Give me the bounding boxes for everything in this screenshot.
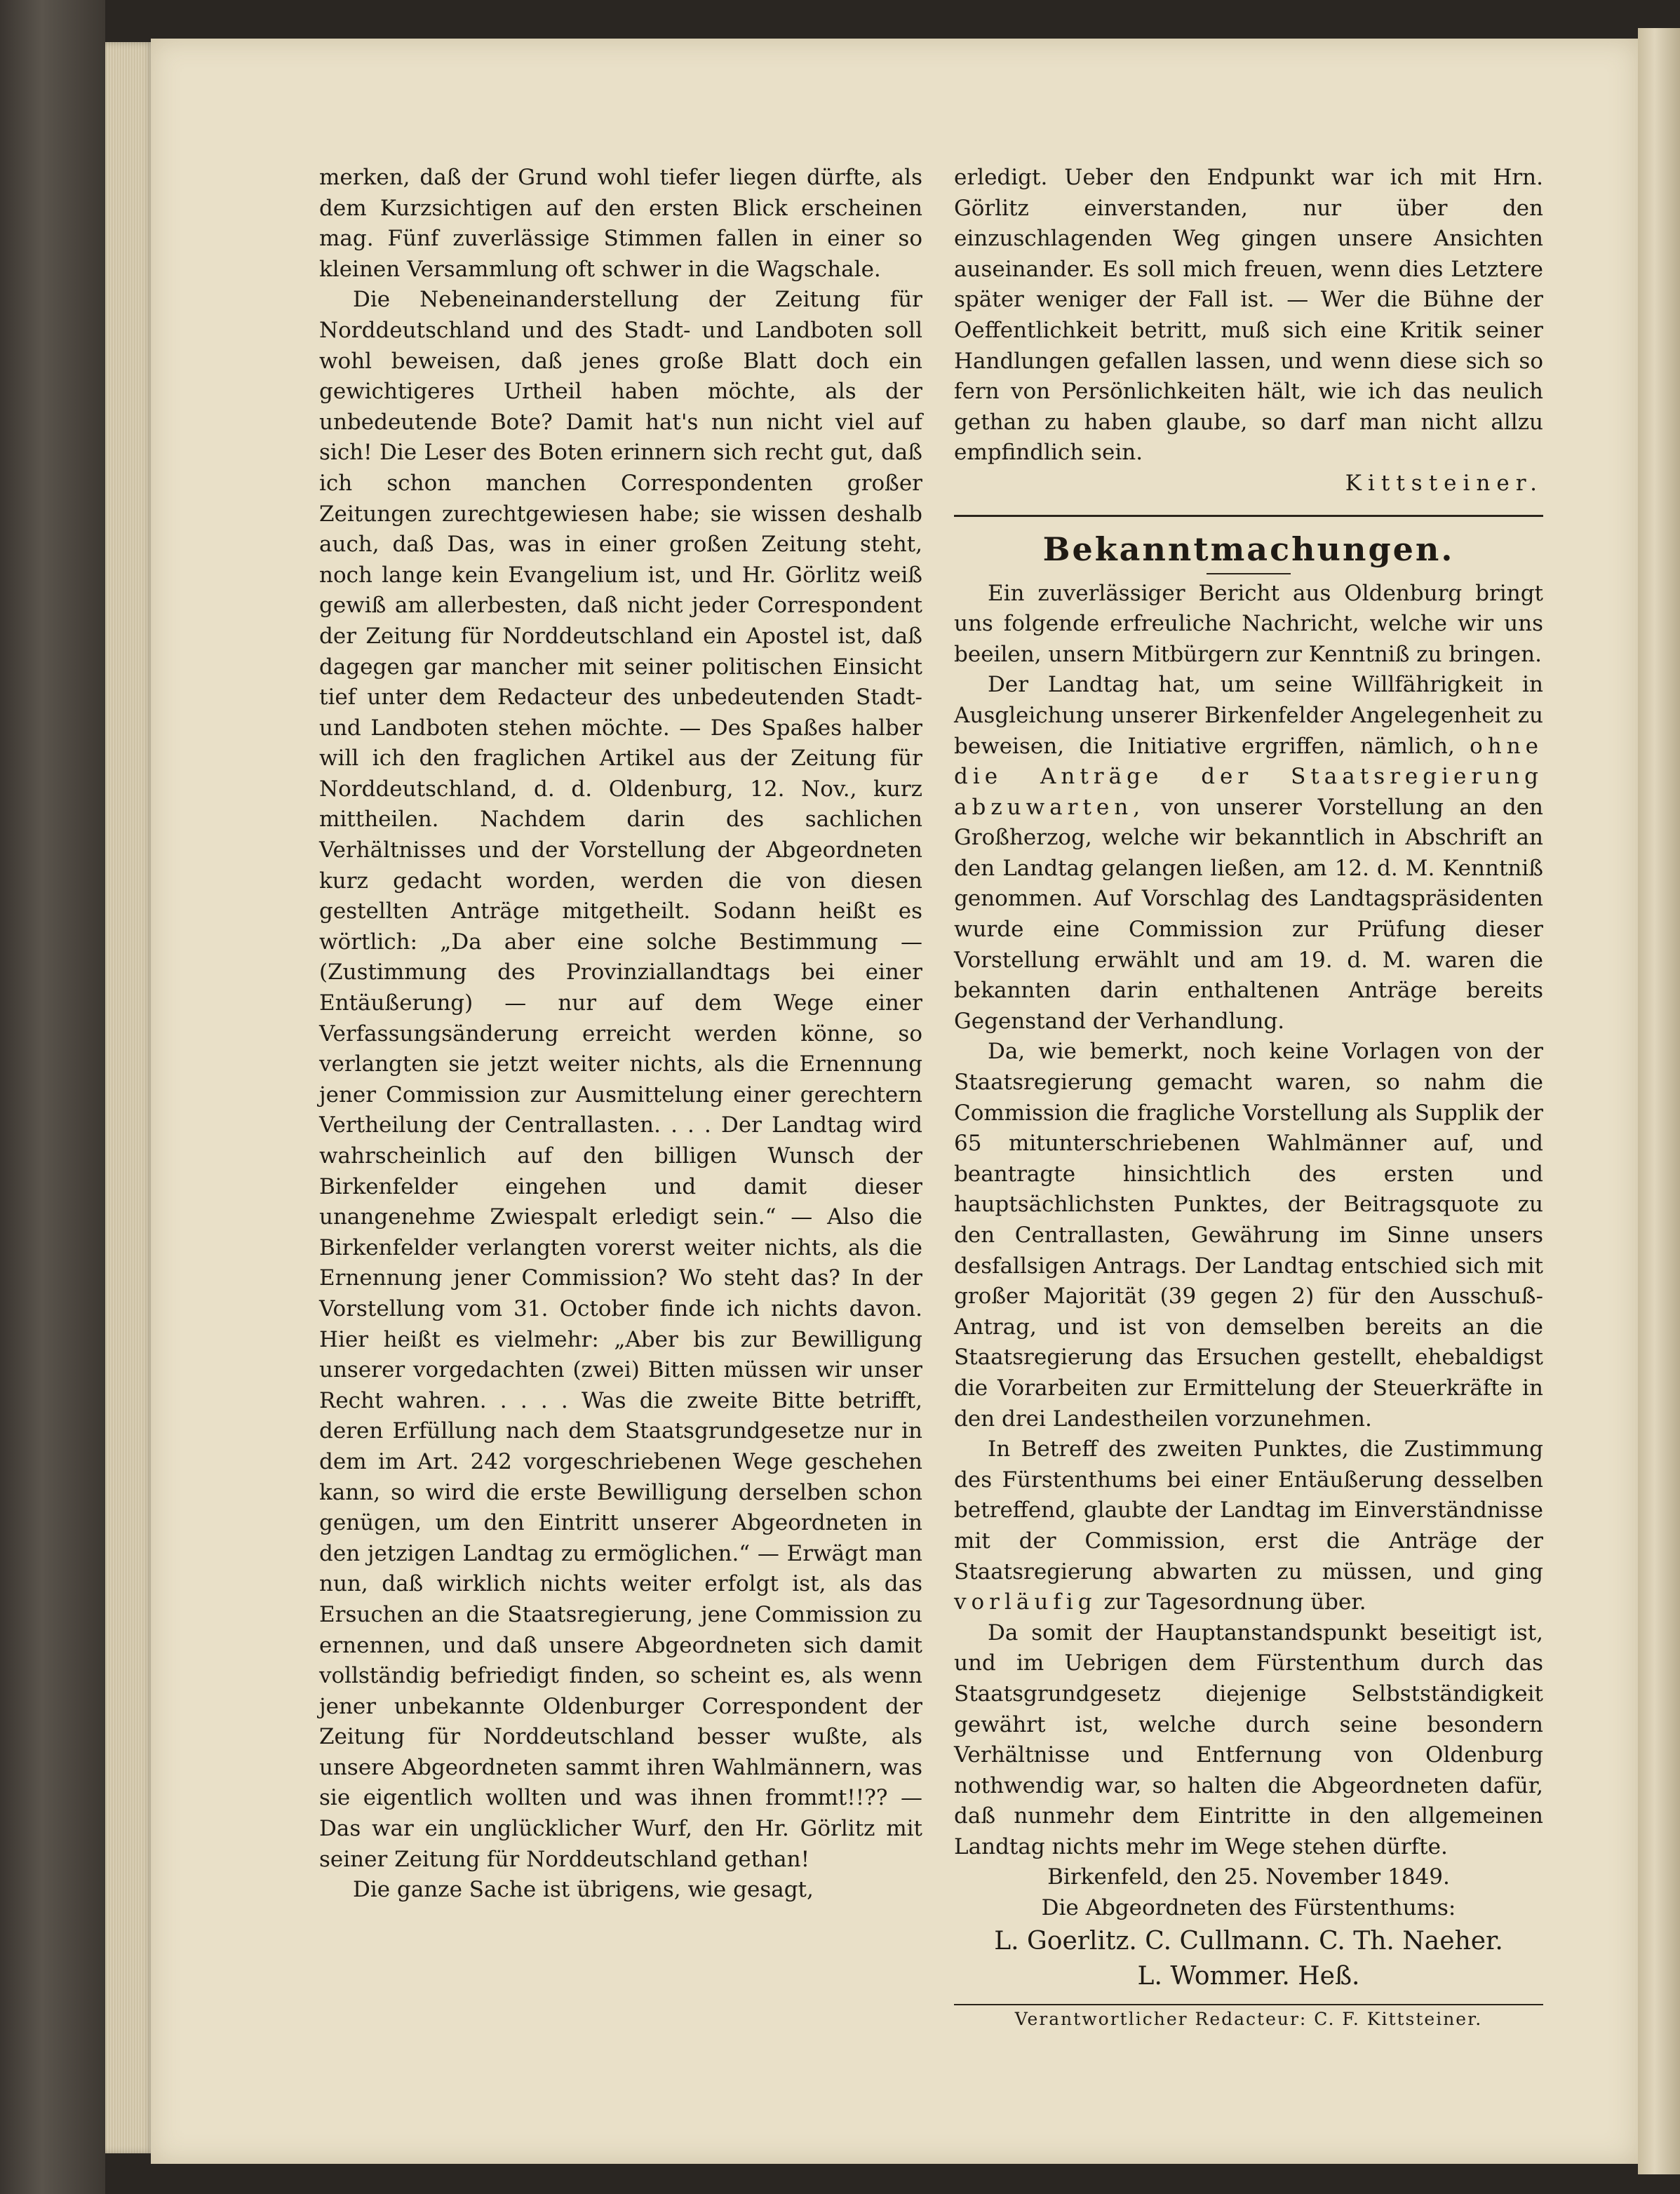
left-column — [319, 163, 922, 1906]
announcement-text: zur Tagesordnung über. — [1103, 1589, 1366, 1615]
announcement-paragraph-2 — [954, 670, 1543, 1037]
emphasized-text: ohne die Anträge der Staatsregierung abzuwarten, — [954, 733, 1544, 820]
right-paragraph-top: erledigt. Ueber den Endpunkt war ich mit Hrn. Görlitz einverstanden, nur über den einzuschlagenden Weg gingen unsere Ansichten auseinander. Es soll mich freuen, wenn dies Letztere später weniger der Fall ist. — Wer die Bühne der Oeffentlichkeit betritt, muß sich eine Kritik seiner Handlungen gefallen lassen, und wenn diese sich so fern von Persönlichkeiten hält, wie ich das neulich gethan zu haben glaube, so darf man nicht allzu empfindlich sein. — [954, 165, 1543, 466]
author-signature: Kittsteiner. — [1345, 470, 1543, 496]
section-divider — [954, 515, 1543, 517]
signatories-intro: Die Abgeordneten des Fürstenthums: — [1041, 1895, 1456, 1921]
facing-page-edge — [1638, 28, 1680, 2174]
left-paragraph-1: merken, daß der Grund wohl tiefer liegen dürfte, als dem Kurzsichtigen auf den ersten Blick erscheinen mag. Fünf zuverlässige Stimmen fallen in einer so kleinen Versammlung oft schwer in die Wagschale. — [319, 165, 922, 282]
dateline: Birkenfeld, den 25. November 1849. — [1047, 1864, 1450, 1890]
announcement-paragraph-3: Da, wie bemerkt, noch keine Vorlagen von der Staatsregierung gemacht waren, so nahm die Commission die fragliche Vorstellung als Supplik der 65 mitunterschriebenen Wahlmänner auf, und beantragte hinsichtlich des ersten und hauptsächlichsten Punktes, der Beitragsquote zu den Centrallasten, Gewährung im Sinne unsers desfallsigen Antrags. Der Landtag entschied sich mit großer Majorität (39 gegen 2) für den Ausschuß-Antrag, und ist von demselben bereits an die Staatsregierung das Ersuchen gestellt, ehebaldigst die Vorarbeiten zur Ermittelung der Steuerkräfte in den drei Landestheilen vorzunehmen. — [954, 1039, 1543, 1432]
announcement-paragraph-1: Ein zuverlässiger Bericht aus Oldenburg bringt uns folgende erfreuliche Nachricht, welche wir uns beeilen, unsern Mitbürgern zur Kenntniß zu bringen. — [954, 580, 1543, 667]
section-heading: Bekanntmachungen. — [1042, 530, 1455, 568]
announcement-text: In Betreff des zweiten Punktes, die Zustimmung des Fürstenthums bei einer Entäußerung desselben betreffend, glaubte der Landtag im Einverständnisse mit der Commission, erst die Anträge der Staatsregierung abwarten zu müssen, und ging — [954, 1436, 1543, 1584]
announcement-paragraph-5: Da somit der Hauptanstandspunkt beseitigt ist, und im Uebrigen dem Fürstenthum durch das Staatsgrundgesetz diejenige Selbstständigkeit gewährt ist, welche durch seine besondern Verhältnisse und Entfernung von Oldenburg nothwendig war, so halten die Abgeordneten dafür, daß nunmehr dem Eintritte in den allgemeinen Landtag nichts mehr im Wege stehen dürfte. — [954, 1620, 1543, 1859]
announcement-text: Der Landtag hat, um seine Willfährigkeit in Ausgleichung unserer Birkenfelder Angelegenheit zu beweisen, die Initiative ergriffen, nämlich, — [954, 672, 1543, 759]
signatories-line-2: L. Wommer. Heß. — [1137, 1961, 1360, 1991]
heading-underline — [1207, 573, 1291, 574]
announcement-paragraph-4 — [954, 1434, 1543, 1618]
book-binding — [0, 0, 105, 2194]
footer-editor-line: Verantwortlicher Redacteur: C. F. Kittsteiner. — [1014, 2008, 1483, 2029]
announcement-text: von unserer Vorstellung an den Großherzog, welche wir bekanntlich in Abschrift an den Landtag gelangen ließen, am 12. d. M. Kenntniß genommen. Auf Vorschlag des Landtagspräsidenten wurde eine Commission zur Prüfung dieser Vorstellung erwählt und am 19. d. M. waren die bekannten darin enthaltenen Anträge bereits Gegenstand der Verhandlung. — [954, 794, 1543, 1034]
page-edges — [105, 42, 154, 2153]
emphasized-text: vorläufig — [954, 1589, 1097, 1615]
left-paragraph-3: Die ganze Sache ist übrigens, wie gesagt, — [353, 1877, 814, 1903]
signatories-line-1: L. Goerlitz. C. Cullmann. C. Th. Naeher. — [994, 1926, 1503, 1956]
left-paragraph-2: Die Nebeneinanderstellung der Zeitung für Norddeutschland und des Stadt- und Landboten soll wohl beweisen, daß jenes große Blatt doch ein gewichtigeres Urtheil haben möchte, als der unbedeutende Bote? Damit hat's nun nicht viel auf sich! Die Leser des Boten erinnern sich recht gut, daß ich schon manchen Correspondenten großer Zeitungen zurechtgewiesen habe; sie wissen deshalb auch, daß Das, was in einer großen Zeitung steht, noch lange kein Evangelium ist, und Hr. Görlitz weiß gewiß am allerbesten, daß nicht jeder Correspondent der Zeitung für Norddeutschland ein Apostel ist, daß dagegen gar mancher mit seiner politischen Einsicht tief unter dem Redacteur des unbedeutenden Stadt- und Landboten stehen möchte. — Des Spaßes halber will ich den fraglichen Artikel aus der Zeitung für Norddeutschland, d. d. Oldenburg, 12. Nov., kurz mittheilen. Nachdem darin des sachlichen Verhältnisses und der Vorstellung der Abgeordneten kurz gedacht worden, werden die von diesen gestellten Anträge mitgetheilt. Sodann heißt es wörtlich: „Da aber eine solche Bestimmung — (Zustimmung des Provinziallandtags bei einer Entäußerung) — nur auf dem Wege einer Verfassungsänderung erreicht werden könne, so verlangten sie jetzt weiter nichts, als die Ernennung jener Commission zur Ausmittelung einer gerechtern Vertheilung der Centrallasten. . . . Der Landtag wird wahrscheinlich auf den billigen Wunsch der Birkenfelder eingehen und damit dieser unangenehme Zwiespalt erledigt sein.“ — Also die Birkenfelder verlangten vorerst weiter nichts, als die Ernennung jener Commission? Wo steht das? In der Vorstellung vom 31. October finde ich nichts davon. Hier heißt es vielmehr: „Aber bis zur Bewilligung unserer vorgedachten (zwei) Bitten müssen wir unser Recht wahren. . . . . Was die zweite Bitte betrifft, deren Erfüllung nach dem Staatsgrundgesetze nur in dem im Art. 242 vorgeschriebenen Wege geschehen kann, so wird die erste Bewilligung derselben schon genügen, um den Eintritt unserer Abgeordneten in den jetzigen Landtag zu ermöglichen.“ — Erwägt man nun, daß wirklich nichts weiter erfolgt ist, als das Ersuchen an die Staatsregierung, jene Commission zu ernennen, und daß unsere Abgeordneten sich damit vollständig befriedigt finden, so scheint es, als wenn jener unbekannte Oldenburger Correspondent der Zeitung für Norddeutschland besser wußte, als unsere Abgeordneten sammt ihren Wahlmännern, was sie eigentlich wollten und was ihnen frommt!!?? — Das war ein unglücklicher Wurf, den Hr. Görlitz mit seiner Zeitung für Norddeutschland gethan! — [319, 287, 922, 1872]
right-column — [954, 163, 1543, 2033]
